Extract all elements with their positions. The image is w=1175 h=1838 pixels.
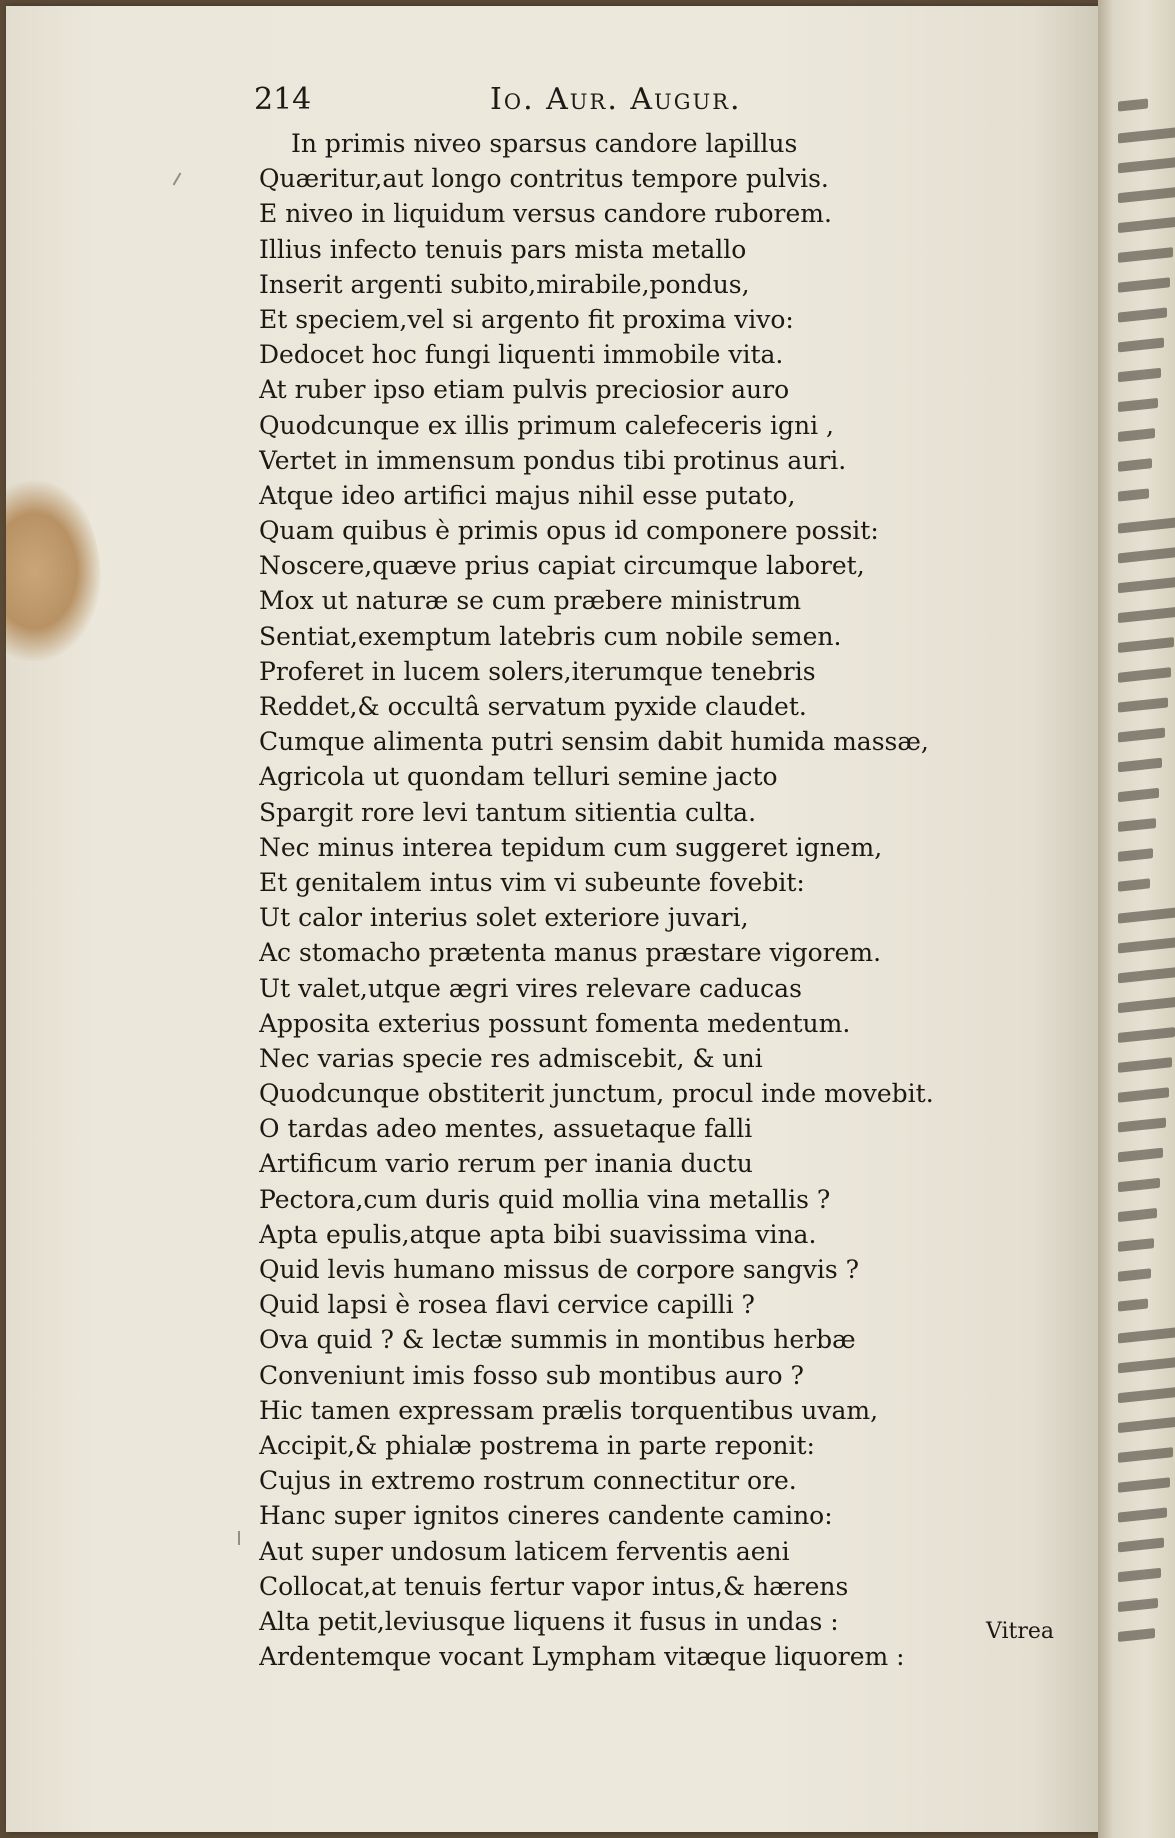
margin-mark [238,1531,240,1545]
facing-page-text-fragment [1118,398,1158,412]
facing-page-text-fragment [1118,1357,1175,1374]
verse-line: Aut super undosum laticem ferventis aeni [259,1536,790,1566]
facing-page-text-fragment [1118,637,1174,653]
verse-line: Quid lapsi è rosea flavi cervice capilli ? [259,1290,755,1320]
facing-page-text-fragment [1118,1178,1160,1192]
verse-line: Et genitalem intus vim vi subeunte fovebit: [259,867,805,897]
verse-line: Cujus in extremo rostrum connectitur ore. [259,1466,797,1496]
verse-line: Agricola ut quondam telluri semine jacto [259,762,778,792]
facing-page-text-fragment [1118,1568,1161,1583]
verse-line: Ut valet,utque ægri vires relevare caducas [259,973,802,1003]
facing-page-text-fragment [1118,1238,1154,1252]
facing-page-text-fragment [1118,1417,1175,1433]
facing-page-text-fragment [1118,906,1175,923]
verse-line: Ova quid ? & lectæ summis in montibus herbæ [259,1325,856,1355]
verse-line: At ruber ipso etiam pulvis preciosior auro [259,375,790,405]
verse-line: Inserit argenti subito,mirabile,pondus, [259,269,750,299]
facing-page-text-fragment [1118,1447,1173,1463]
facing-page-text-fragment [1118,997,1175,1013]
facing-page-text-fragment [1118,1387,1175,1403]
facing-page-text-fragment [1118,307,1167,322]
facing-page-text-fragment [1118,1507,1167,1522]
verse-line: Artificum vario rerum per inania ductu [259,1149,753,1179]
verse-line: Nec varias specie res admiscebit, & uni [259,1043,763,1073]
verse-line: Quodcunque obstiterit junctum, procul inde movebit. [259,1079,934,1109]
verse-line: Et speciem,vel si argento fit proxima vivo: [259,304,794,334]
facing-page-text-fragment [1118,488,1149,501]
facing-page-text-fragment [1118,1148,1163,1163]
facing-page-text-fragment [1118,728,1165,743]
facing-page-text-fragment [1118,547,1175,564]
verse-line: Ut calor interius solet exteriore juvari, [259,903,749,933]
facing-page-text-fragment [1118,1057,1172,1073]
verse-line: Mox ut naturæ se cum præbere ministrum [259,586,802,616]
verse-line: Accipit,& phialæ postrema in parte reponit: [259,1430,815,1460]
verse-line: Illius infecto tenuis pars mista metallo [259,234,747,264]
verse-line: Quid levis humano missus de corpore sangvis ? [259,1255,860,1284]
verse-line: Conveniunt imis fosso sub montibus auro ? [259,1360,804,1390]
page-number: 214 [254,82,312,117]
verse-line: Apposita exterius possunt fomenta medentum. [259,1008,851,1038]
facing-page-text-fragment [1118,878,1150,891]
facing-page-text-fragment [1118,126,1175,143]
facing-page-text-fragment [1118,157,1175,174]
facing-page-text-fragment [1118,1538,1164,1553]
facing-page-text-fragment [1118,458,1152,472]
facing-page-text-fragment [1118,758,1162,773]
verse-line: Ac stomacho prætenta manus præstare vigorem. [259,938,882,968]
verse-line: Sentiat,exemptum latebris cum nobile semen. [259,621,842,651]
running-head: Io. Aur. Augur. [490,82,742,117]
page-header [254,82,854,122]
page-stain [6,481,101,661]
verse-line: Proferet in lucem solers,iterumque tenebris [259,656,816,686]
facing-page-text-fragment [1118,368,1161,383]
facing-page-text-fragment [1118,1117,1166,1132]
book-page [6,6,1098,1832]
verse-line: In primis niveo sparsus candore lapillus [291,129,798,158]
facing-page-text-fragment [1118,217,1175,233]
facing-page-text-fragment [1118,848,1153,862]
verse-block [259,126,1019,1674]
facing-page-text-fragment [1118,1208,1157,1222]
verse-line: Quæritur,aut longo contritus tempore pulvis. [259,164,829,194]
verse-line: Reddet,& occultâ servatum pyxide claudet. [259,692,807,721]
facing-page-text-fragment [1118,607,1175,623]
verse-line: O tardas adeo mentes, assuetaque falli [259,1114,753,1144]
verse-line: Hanc super ignitos cineres candente camino: [259,1501,833,1531]
facing-page-text-fragment [1118,1477,1170,1492]
facing-page-text-fragment [1118,1326,1175,1343]
verse-line: E niveo in liquidum versus candore ruborem. [259,199,832,229]
facing-page-text-fragment [1118,428,1155,442]
facing-page-text-fragment [1118,818,1156,832]
verse-line: Collocat,at tenuis fertur vapor intus,& hærens [259,1571,849,1601]
verse-line: Alta petit,leviusque liquens it fusus in undas : [259,1606,839,1636]
facing-page-text-fragment [1118,1027,1175,1043]
margin-mark [173,172,182,185]
verse-line: Apta epulis,atque apta bibi suavissima vina. [259,1219,817,1249]
facing-page-text-fragment [1118,577,1175,594]
facing-page-text-fragment [1118,967,1175,984]
verse-line: Quam quibus è primis opus id componere possit: [259,516,879,546]
facing-page-edge [1098,0,1175,1838]
verse-line: Spargit rore levi tantum sitientia culta. [259,797,757,827]
verse-line: Vertet in immensum pondus tibi protinus auri. [259,445,847,475]
verse-line: Nec minus interea tepidum cum suggeret ignem, [259,832,883,862]
facing-page-text-fragment [1118,667,1171,683]
facing-page-text-fragment [1118,788,1159,802]
verse-line: Dedocet hoc fungi liquenti immobile vita. [259,340,784,370]
verse-line: Atque ideo artifici majus nihil esse putato, [259,480,796,510]
facing-page-text-fragment [1118,697,1168,712]
facing-page-text-fragment [1118,247,1173,263]
facing-page-text-fragment [1118,277,1170,292]
verse-line: Ardentemque vocant Lympham vitæque liquorem : [259,1642,905,1672]
catchword: Vitrea [986,1619,1055,1644]
facing-page-text-fragment [1118,1087,1169,1102]
verse-line: Quodcunque ex illis primum calefeceris igni , [259,410,834,440]
facing-page-text-fragment [1118,98,1148,111]
facing-page-text-fragment [1118,1298,1148,1311]
facing-page-text-fragment [1118,1598,1158,1612]
facing-page-text-fragment [1118,937,1175,954]
verse-line: Noscere,quæve prius capiat circumque laboret, [259,551,865,581]
verse-line: Pectora,cum duris quid mollia vina metallis ? [259,1184,831,1214]
facing-page-text-fragment [1118,338,1164,353]
facing-page-text-fragment [1118,516,1175,533]
facing-page-text-fragment [1118,187,1175,203]
facing-page-text-fragment [1118,1628,1155,1642]
facing-page-text-fragment [1118,1268,1151,1281]
verse-line: Hic tamen expressam prælis torquentibus uvam, [259,1395,879,1425]
verse-line: Cumque alimenta putri sensim dabit humida massæ, [259,727,929,757]
